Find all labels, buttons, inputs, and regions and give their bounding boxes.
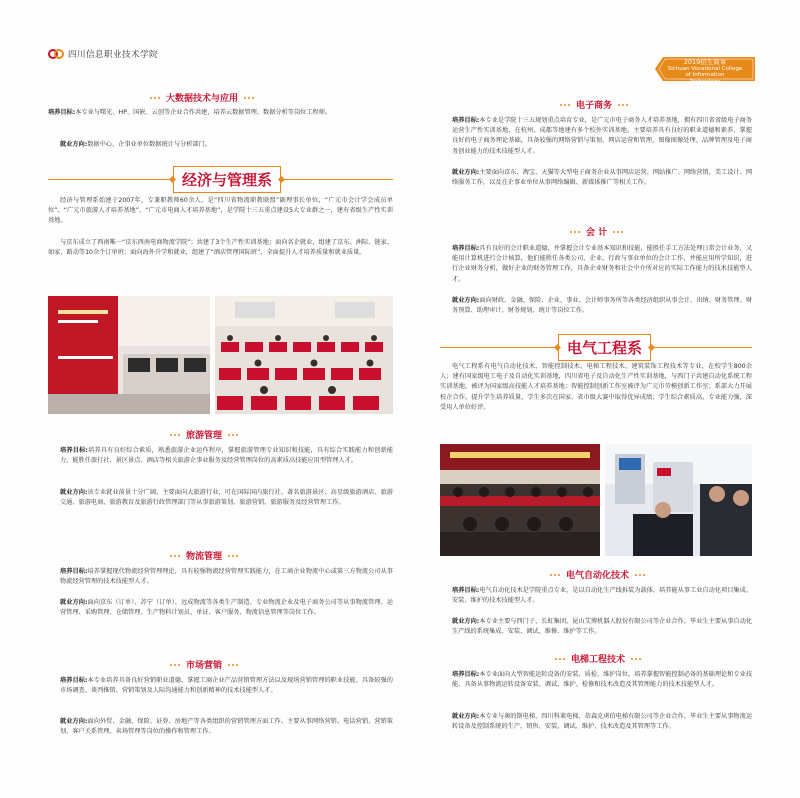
econ-intro-1: 经济与管理系始建于2007年，专兼职教师60余人，是“四川省物流职教联盟”副理事长单位，“广元市会计学会成员单位”、“广元市旅游人才培养基地”、“广元市电商人才培养基地”，是学院十三五重点建设5大专业群之一，建有省级生产性实训基地。 — [48, 197, 393, 225]
marketing-job: 就业方向:面向外贸、金融、保险、证券、房地产等各类组织的营销管理方面工作。主要从事网络营销、电话营销、营销策划、客户关系管理、卖场管理等岗位的操作和管理工作。 — [60, 718, 393, 736]
electrical-lab-photo — [605, 444, 752, 556]
tourism-job: 就业方向:该专业就业前景十分广阔，主要面向大旅游行业，可在国际国内旅行社、著名旅游景区、高星级旅游酒店、旅游交通、旅游电商、旅游教育及旅游行政管理部门等从事旅游策划、旅游营销、旅游服务及经营管理工作。 — [60, 489, 393, 507]
econ-office-photo — [48, 296, 210, 414]
marketing-goal: 培养目标:本专业培养具备良好营销职业道德、掌握工商企业产品营销管理方法以及现场营销管理的职业技能、具备较强的市场调查、谈判推销、营销策划及人际沟通能力和创新精神的技术技能型人才。 — [60, 677, 393, 695]
logistics-job: 就业方向:面向京东（订单）、苏宁（订单）、远成物流等各类生产制造、专业物流企业及电子商务公司等从事物流管理、运营管理、采购管理、仓储管理、生产物料计划员、单证、客户服务、物流信息管理等岗位工作。 — [60, 599, 393, 617]
banner-subtitle-1: Sichuan Vocational College — [667, 65, 743, 72]
electrical-meeting-photo — [440, 444, 600, 556]
automation-goal: 培养目标:电气自动化技术是学院重点专业，是以自动化生产线拆装为载体，培养能从事工业自动化项目集成、安装、维护的技术技能型人才。 — [452, 587, 753, 605]
econ-intro-2: 与京东成立了西南唯一“京东西南电商物流学院”；共建了3个生产性实训基地；面向名企就业，组建了京东、洲际、链家、如家、路动等10余个订单班；面向海外升学和就业，组建了“酒店管理国际班”，全面提升人才培养质量和就业质量。 — [48, 239, 393, 257]
logo-rings-icon — [48, 47, 64, 61]
bigdata-job: 就业方向:数据中心、企事业单位数据统计与分析部门。 — [60, 141, 211, 148]
department-title-econ: 经济与管理系 — [48, 166, 393, 193]
banner-subtitle-2: of Information — [685, 72, 725, 78]
section-title-logistics: 物流管理 — [170, 549, 238, 562]
electrical-intro: 电气工程系有电气自动化技术、智能控制技术、电梯工程技术、建筑装饰工程技术等专业，在校学生800余人；建有国家级电工电子及自动化实训基地，四川省电子及自动化生产性实训基地，与西门子共建自动化系统工程实训基地，被评为国家级高技能人才培养基地；智能控制创新工作室被评为广元市劳模创新工作室；系部大力开展校企合作，提升学生培养质量，学生多次在国家、省市级大赛中取得优异成绩；学生综合素质高，专业能力强，深受用人单位好评。 — [440, 363, 752, 411]
ecommerce-goal: 培养目标:本专业是学院十三五规划重点培育专业，是广元市电子商务人才培养基地，拥有四川省省级电子商务运营生产性实训基地，在杭州、成都等地建有多个校外实训基地。主要培养具有良好的职业道德和素养，掌握良好的电子商务理论基础，具备较强的网络营销与策划、网店运营和管理、图像图像处理、品牌管理及电子商务创业能力的技术技能型人才。 — [452, 117, 753, 155]
section-title-elevator: 电梯工程技术 — [555, 652, 641, 665]
section-title-automation: 电气自动化技术 — [550, 568, 645, 581]
automation-job: 就业方向:本专业主要与西门子、长虹集团、昆山艾博机器人股份有限公司等企业合作，毕业生主要从事自动化生产线的系统集成、安装、调试、维修、维护等工作。 — [452, 618, 753, 636]
elevator-goal: 培养目标:本专业面向大型智能运转设备的安装、质检、维护岗位，培养掌握智能控制必备的基础理论和专业技能，具备从事物流运转设备安装、调试、维护、检修和技术改造及其管理能力的技术技能型人才。 — [452, 671, 753, 689]
enrollment-banner — [655, 57, 755, 85]
elevator-job: 就业方向:本专业与奥的斯电梯、四川科莱电梯、蒂森克虏伯电梯有限公司等企业合作，毕业生主要从事物流运转设备及控制系统的生产、销售、安装、调试、维护、技术改造及其管理等工作。 — [452, 713, 753, 731]
accounting-goal: 培养目标:具有良好的会计职业道德，并掌握会计专业基本知识和技能，能胜任手工方法处理日常会计业务，又能用计算机进行会计核算，他们能胜任各类公司、企业、行政与事业单位的会计工作，并能应用所学知识，进行企业财务分析，做好企业的财务管理工作，具备企业财务和社会中介所对应的实际工作能力的技术技能型人才。 — [452, 245, 753, 283]
ecommerce-job: 就业方向:主要面向京东、淘宝、天猫等大型电子商务企业从事网店运营、网站推广、网络营销、美工设计、网络服务工作，以及在企事业单位从事网络编辑、新媒体推广等相关工作。 — [452, 169, 753, 187]
econ-classroom-photo — [215, 296, 393, 414]
logistics-goal: 培养目标:培养掌握现代物流经营管理理论，具有较强物流经营管理实践能力，在工商企业物流中心或第三方物流公司从事物流经营管理的技术技能型人才。 — [60, 568, 393, 586]
banner-title: 2019招生简章 — [683, 58, 727, 66]
accounting-job: 就业方向:面向财政、金融、保险、企业、事业、会计师事务所等各类经济组织从事会计、出纳、财务管理、财务预算、助理审计、财务规划、统计等岗位工作。 — [452, 297, 753, 315]
section-title-ecommerce: 电子商务 — [560, 98, 628, 111]
logo-text: 四川信息职业技术学院 — [68, 50, 159, 60]
banner-subtitle-3: Technology — [689, 78, 721, 85]
department-title-electrical: 电气工程系 — [440, 334, 752, 361]
section-title-marketing: 市场营销 — [170, 658, 238, 671]
bigdata-goal: 培养目标:本专业与曙光、HP、国嵌、云创等企业合作共建，培养云数据管理、数据分析等岗位工程师。 — [48, 109, 332, 116]
section-title-bigdata: 大数据技术与应用 — [150, 91, 254, 104]
section-title-tourism: 旅游管理 — [170, 428, 238, 441]
tourism-goal: 培养目标:培养具有良好综合素质，熟悉旅游企业运作程序，掌握旅游管理专业知识和技能，具有综合实践能力和创新能力，能胜任旅行社、景区景点、酒店等相关旅游企事业服务及经营管理岗位的高素质高技能应用型管理人才。 — [60, 447, 393, 465]
college-logo — [48, 47, 158, 61]
section-title-accounting: 会 计 — [570, 225, 623, 238]
